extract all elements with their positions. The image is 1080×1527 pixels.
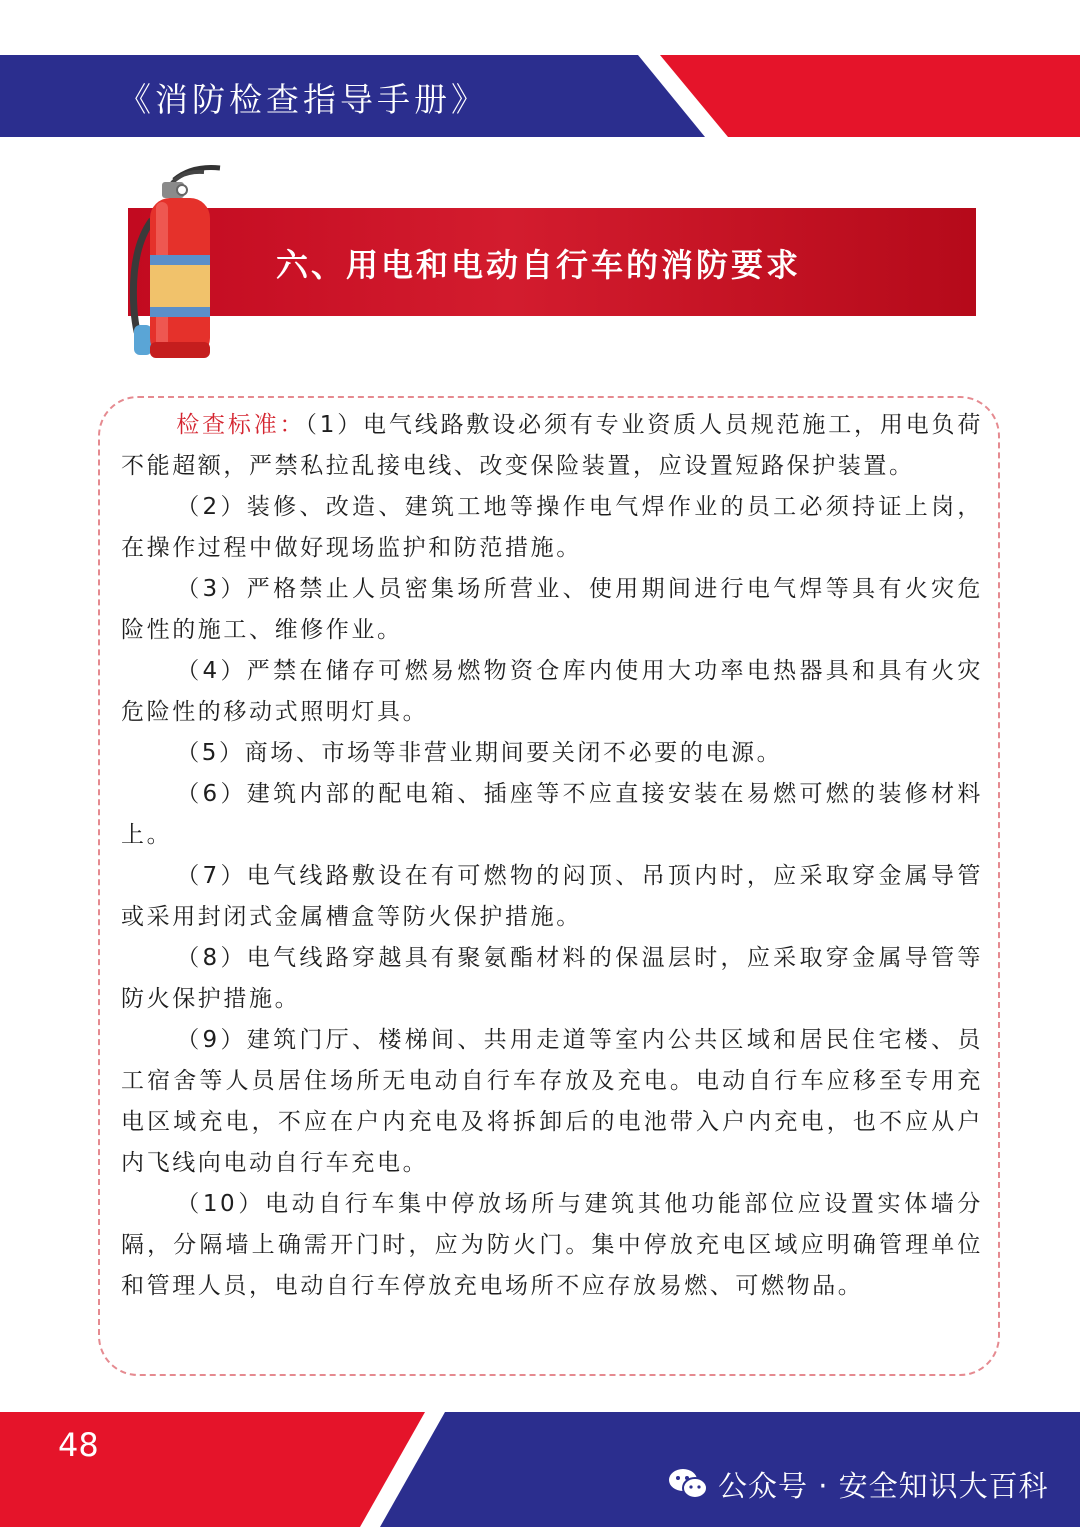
paragraph-4: （4）严禁在储存可燃易燃物资仓库内使用大功率电热器具和具有火灾危险性的移动式照明灯具。 (121, 658, 983, 725)
section-title: 六、用电和电动自行车的消防要求 (276, 246, 802, 284)
paragraph-7: （7）电气线路敷设在有可燃物的闷顶、吊顶内时，应采取穿金属导管或采用封闭式金属槽盒等防火保护措施。 (121, 863, 983, 930)
paragraph-9: （9）建筑门厅、楼梯间、共用走道等室内公共区域和居民住宅楼、员工宿舍等人员居住场所无电动自行车存放及充电。电动自行车应移至专用充电区域充电，不应在户内充电及将拆卸后的电池带入户内充电，也不应从户内飞线向电动自行车充电。 (121, 1027, 983, 1176)
paragraph-1: 检查标准：（1）电气线路敷设必须有专业资质人员规范施工，用电负荷不能超额，严禁私拉乱接电线、改变保险装置，应设置短路保护装置。 (121, 412, 984, 479)
inspection-standards (121, 405, 983, 1307)
paragraph-10: （10）电动自行车集中停放场所与建筑其他功能部位应设置实体墙分隔，分隔墙上确需开门时，应为防火门。集中停放充电区域应明确管理单位和管理人员，电动自行车停放充电场所不应存放易燃、可燃物品。 (121, 1191, 983, 1299)
paragraph-8: （8）电气线路穿越具有聚氨酯材料的保温层时，应采取穿金属导管等防火保护措施。 (121, 945, 983, 1012)
book-title: 《消防检查指导手册》 (118, 80, 488, 119)
wechat-icon (668, 1467, 708, 1501)
watermark (668, 1462, 1049, 1506)
page-number: 48 (58, 1426, 99, 1464)
lead-label: 检查标准： (176, 412, 306, 438)
paragraph-3: （3）严格禁止人员密集场所营业、使用期间进行电气焊等具有火灾危险性的施工、维修作业。 (121, 576, 983, 643)
fire-extinguisher-icon (112, 160, 232, 365)
paragraph-5: （5）商场、市场等非营业期间要关闭不必要的电源。 (176, 740, 783, 766)
paragraph-6: （6）建筑内部的配电箱、插座等不应直接安装在易燃可燃的装修材料上。 (121, 781, 983, 848)
watermark-text: 公众号 · 安全知识大百科 (718, 1468, 1049, 1503)
paragraph-2: （2）装修、改造、建筑工地等操作电气焊作业的员工必须持证上岗，在操作过程中做好现场监护和防范措施。 (121, 494, 983, 561)
